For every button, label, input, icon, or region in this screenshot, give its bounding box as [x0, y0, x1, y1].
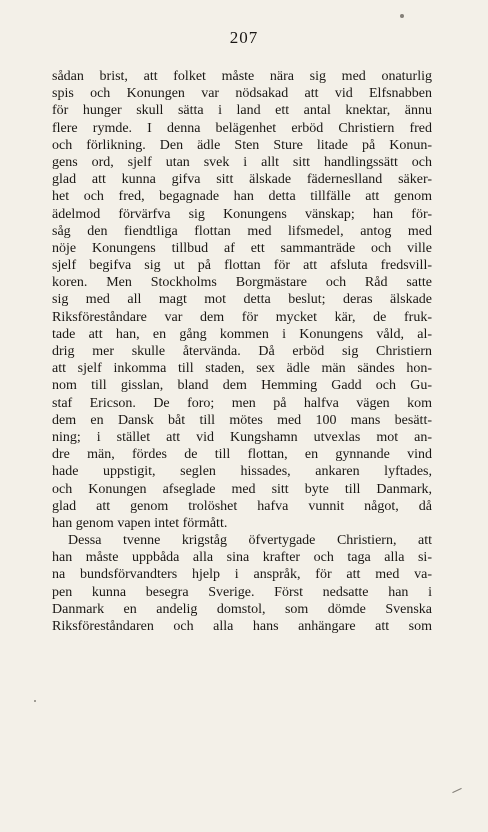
text-line: glad att kunna gifva sitt älskade fäderneslland säker- [52, 172, 432, 188]
text-line: dem en Dansk båt till mötes med 100 mans besätt- [52, 412, 432, 428]
text-line: spis och Konungen var nödsakad att vid Elfsnabben [52, 86, 432, 102]
text-line: han genom vapen intet förmått. [52, 515, 228, 531]
text-line: nom till gisslan, bland dem Hemming Gadd och Gu- [52, 378, 432, 394]
text-line: hade uppstigit, seglen hissades, ankaren lyftades, [52, 464, 432, 480]
text-line: na bundsförvandters hjelp i anspråk, för att med va- [52, 567, 432, 583]
text-line: pen kunna besegra Sverige. Först nedsatte han i [52, 584, 432, 600]
text-line: tade att han, en gång kommen i Konungens våld, al- [52, 326, 432, 342]
text-line: het och fred, begagnade han detta tillfälle att genom [52, 189, 432, 205]
body-text [52, 68, 432, 635]
text-line: dre män, fördes de till flottan, en gynnande vind [52, 447, 432, 463]
text-line: koren. Men Stockholms Borgmästare och Råd satte [52, 275, 432, 291]
page-number: 207 [229, 28, 259, 47]
text-line: ädelmod förvärfva sig Konungens vänskap; han för- [52, 206, 432, 222]
text-line: för hunger skull sätta i land ett antal knektar, ännu [52, 103, 432, 119]
text-line: staf Ericson. De foro; men på halfva vägen kom [52, 395, 432, 411]
text-line: nöje Konungens tillbud af ett sammanträde och ville [52, 240, 432, 256]
text-line: såg den fiendtliga flottan med lifsmedel, antog med [52, 223, 432, 239]
text-line: Riksföreståndaren och alla hans anhängare att som [52, 619, 432, 634]
text-line: sjelf begifva sig ut på flottan för att afsluta fredsvill- [52, 258, 432, 274]
ink-speck [34, 700, 36, 702]
text-line: Danmark en andelig domstol, som dömde Svenska [52, 601, 432, 617]
text-line: glad att genom trolöshet hafva vunnit något, då [52, 498, 432, 514]
text-line: flere rymde. I denna belägenhet erböd Christiern fred [52, 120, 432, 136]
ink-speck [452, 788, 461, 793]
text-line: sig med all magt mot detta beslut; deras älskade [52, 292, 432, 308]
text-line: han måste uppbåda alla sina krafter och taga alla si- [52, 550, 432, 566]
text-line: drig mer skulle återvända. Då erböd sig Christiern [52, 344, 432, 359]
text-line: och Konungen afseglade med sitt byte till Danmark, [52, 481, 432, 497]
text-line: Dessa tvenne krigståg öfvertygade Christiern, att [68, 533, 432, 549]
text-line: gens ord, sjelf utan svek i allt sitt handlingssätt och [52, 154, 432, 170]
ink-speck [400, 14, 404, 18]
text-line: Riksföreståndare var dem för mycket kär, de fruk- [52, 309, 432, 325]
text-line: sådan brist, att folket måste nära sig med onaturlig [52, 69, 432, 84]
text-line: och förlikning. Den ädle Sten Sture litade på Konun- [52, 137, 432, 153]
text-line: att sjelf inkomma till staden, sex ädle män sändes hon- [52, 361, 432, 377]
text-line: ning; i stället att vid Kungshamn utvexlas mot an- [52, 429, 432, 445]
